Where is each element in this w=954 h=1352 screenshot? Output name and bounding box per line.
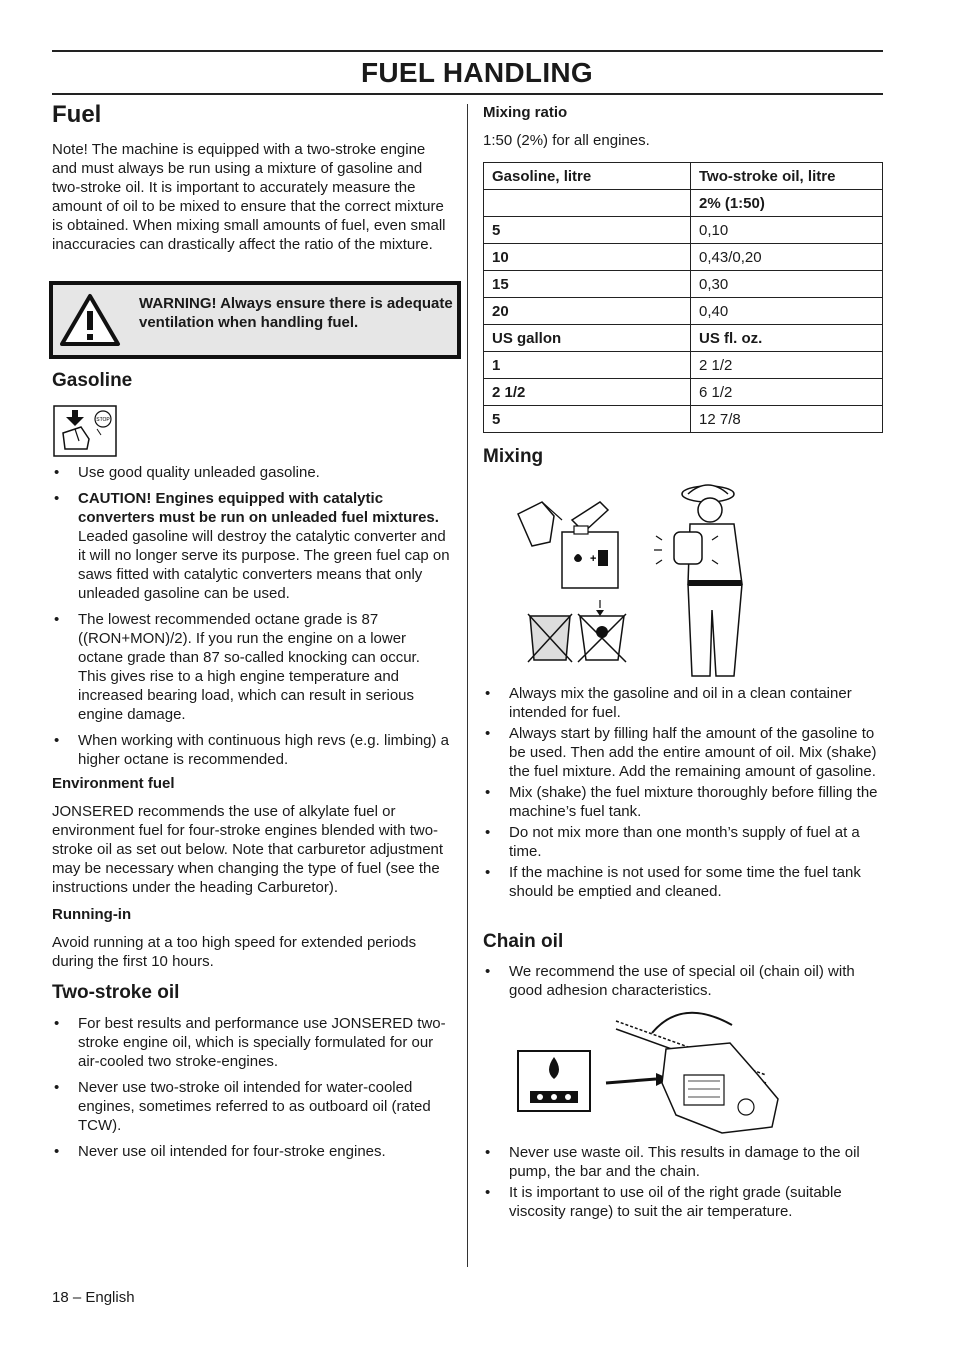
chain-oil-list-top [483,962,883,1000]
two-stroke-list [52,1014,452,1161]
list-item: • CAUTION! Engines equipped with catalytic converters must be run on unleaded fuel mixtures. Leaded gasoline will destroy the catalytic converter and it will no longer serve its purpose. The green fuel cap on saws fitted with catalytic converters means that only unleaded gasoline can be used. [52,489,452,603]
two-stroke-oil-heading: Two-stroke oil [52,982,180,1003]
list-item: • Always start by filling half the amount of the gasoline to be used. Then add the entire amount of oil. Mix (shake) the fuel mixture. Add the remaining amount of gasoline. [483,724,883,781]
list-item: • The lowest recommended octane grade is 87 ((RON+MON)/2). If you run the engine on a lower octane grade than 87 so-called knocking can occur. This gives rise to a high engine temperature and increased bearing load, which can result in serious engine damage. [52,610,452,724]
mixing-ratio-heading: Mixing ratio [483,104,568,121]
fuel-mixing-illustration [512,480,762,678]
mixing-ratio-text: 1:50 (2%) for all engines. [483,132,650,149]
header-top-rule [52,50,883,52]
column-divider [467,104,468,1267]
page-title: FUEL HANDLING [360,57,594,88]
list-item: • Do not mix more than one month’s supply of fuel at a time. [483,823,883,861]
list-item: • Never use two-stroke oil intended for water-cooled engines, sometimes referred to as outboard oil (rated TCW). [52,1078,452,1135]
list-item: • Never use waste oil. This results in damage to the oil pump, the bar and the chain. [483,1143,883,1181]
running-in-text: Avoid running at a too high speed for extended periods during the first 10 hours. [52,934,417,970]
table-row: 15 0,30 [484,271,883,298]
stop-label: STOP [96,417,110,423]
list-item: • Never use oil intended for four-stroke engines. [52,1142,452,1161]
chain-oil-heading: Chain oil [483,931,564,952]
list-item: • We recommend the use of special oil (chain oil) with good adhesion characteristics. [483,962,883,1000]
mixing-heading: Mixing [483,446,544,467]
warning-box [49,281,461,359]
list-item: • If the machine is not used for some time the fuel tank should be emptied and cleaned. [483,863,883,901]
list-item: • Mix (shake) the fuel mixture thoroughly before filling the machine’s fuel tank. [483,783,883,821]
table-row: 2% (1:50) [484,190,883,217]
environment-fuel-heading: Environment fuel [52,775,175,792]
table-row: Gasoline, litre Two-stroke oil, litre [484,163,883,190]
header-bottom-rule [52,93,883,95]
fuel-pump-stop-icon [53,405,117,457]
warning-text: WARNING! Always ensure there is adequate ventilation when handling fuel. [139,295,453,331]
list-item: • For best results and performance use JONSERED two-stroke engine oil, which is specially formulated for our air-cooled two stroke-engines. [52,1014,452,1071]
fuel-intro: Note! The machine is equipped with a two-stroke engine and must always be run using a mixture of gasoline and two-stroke oil. It is important to accurately measure the amount of oil to be mixed to ensure that the correct mixture is obtained. When mixing small amounts of fuel, even small inaccuracies can drastically affect the ratio of the mixture. [52,141,446,253]
warning-triangle-icon [59,293,121,347]
gasoline-heading: Gasoline [52,370,133,391]
page-footer: 18 – English [52,1289,135,1306]
list-item: • When working with continuous high revs (e.g. limbing) a higher octane is recommended. [52,731,452,769]
running-in-heading: Running-in [52,906,132,923]
environment-fuel-text: JONSERED recommends the use of alkylate fuel or environment fuel for four-stroke engines blended with two-stroke oil as set out below. Note that carburetor adjustment may be necessary when changing the type of fuel (see the instructions under the heading Carburetor). [52,803,444,896]
table-row: 10 0,43/0,20 [484,244,883,271]
chain-oil-list-bottom [483,1143,883,1221]
table-row: 5 0,10 [484,217,883,244]
svg-text:+: + [590,553,597,565]
mixing-ratio-table [483,162,883,433]
mixing-list [483,684,883,901]
table-row: US gallon US fl. oz. [484,325,883,352]
list-item: • Always mix the gasoline and oil in a clean container intended for fuel. [483,684,883,722]
table-row: 20 0,40 [484,298,883,325]
table-row: 1 2 1/2 [484,352,883,379]
list-item: • Use good quality unleaded gasoline. [52,463,452,482]
table-row: 2 1/2 6 1/2 [484,379,883,406]
gasoline-list [52,463,452,769]
list-item: • It is important to use oil of the right grade (suitable viscosity range) to suit the air temperature. [483,1183,883,1221]
table-row: 5 12 7/8 [484,406,883,433]
fuel-heading: Fuel [52,101,102,128]
chain-oil-illustration [516,1003,786,1138]
